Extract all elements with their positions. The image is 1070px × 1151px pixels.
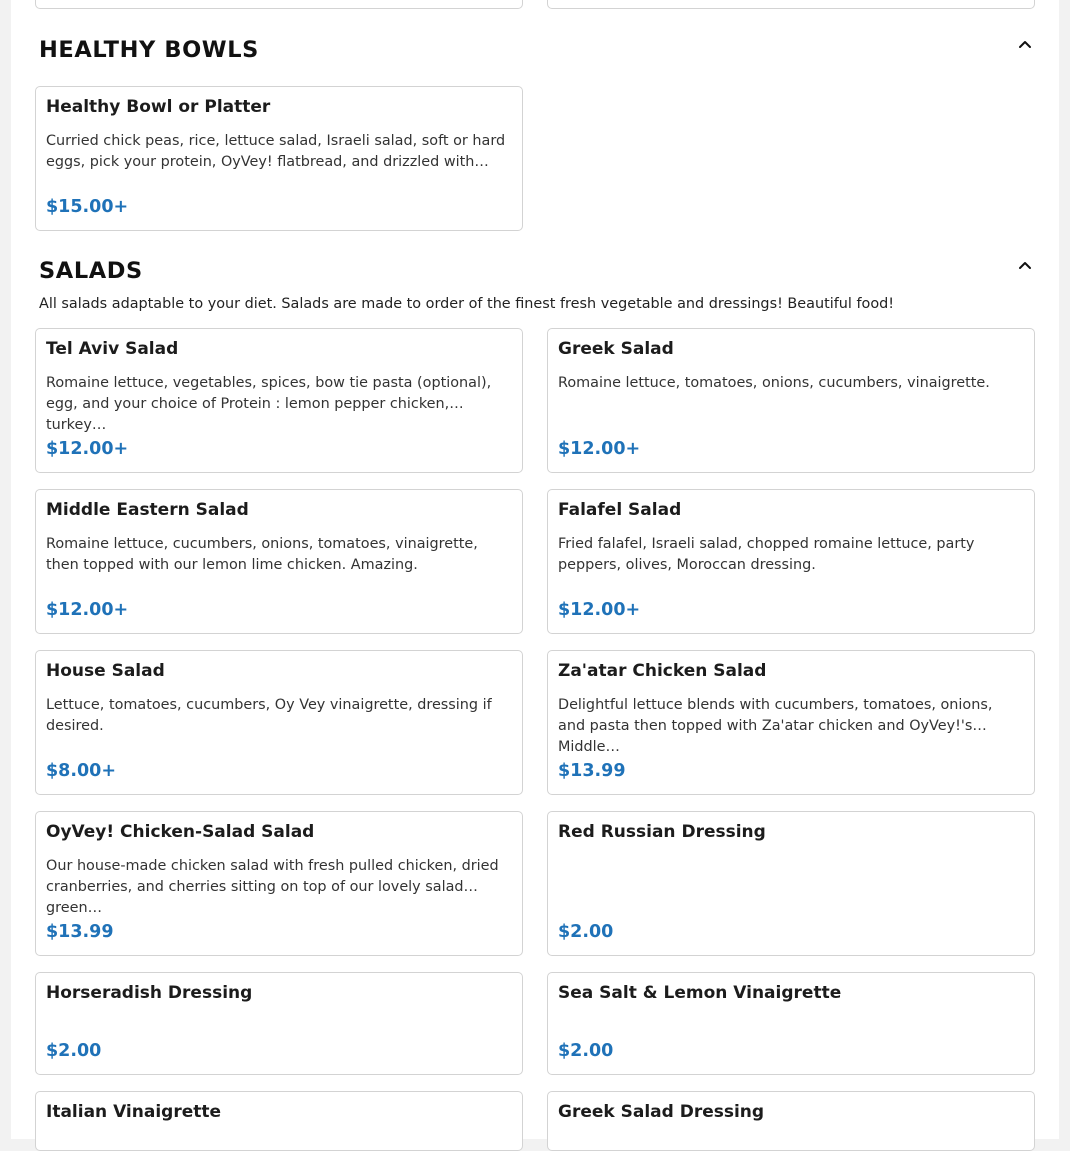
item-description: Delightful lettuce blends with cucumbers, tomatoes, onions, and pasta then topped with Za'atar chicken and OyVey!'s Middle… — [558, 697, 993, 755]
item-description: Romaine lettuce, tomatoes, onions, cucumbers, vinaigrette. — [558, 375, 990, 391]
section-description-salads: All salads adaptable to your diet. Salads are made to order of the finest fresh vegetable and dressings! Beautiful food! — [39, 296, 895, 312]
item-name: Za'atar Chicken Salad — [558, 661, 767, 681]
item-price: $2.00 — [558, 922, 614, 942]
menu-item-card[interactable] — [547, 0, 1035, 9]
menu-item-falafel-salad[interactable] — [547, 489, 1035, 634]
menu-item-red-russian-dressing[interactable] — [547, 811, 1035, 956]
item-description: Curried chick peas, rice, lettuce salad, Israeli salad, soft or hard eggs, pick your protein, OyVey! flatbread, and drizzled with… — [46, 133, 506, 170]
item-price: $8.00+ — [46, 761, 117, 781]
item-name: Greek Salad Dressing — [558, 1102, 765, 1122]
menu-item-middle-eastern-salad[interactable] — [35, 489, 523, 634]
item-price: $13.99 — [558, 761, 626, 781]
item-price: $2.00 — [46, 1041, 102, 1061]
menu-item-card[interactable] — [35, 0, 523, 9]
item-name: Falafel Salad — [558, 500, 682, 520]
menu-item-italian-vinaigrette[interactable] — [35, 1091, 523, 1151]
menu-item-healthy-bowl-or-platter[interactable] — [35, 86, 523, 231]
item-name: Healthy Bowl or Platter — [46, 97, 271, 117]
item-price: $2.00 — [558, 1041, 614, 1061]
item-price: $12.00+ — [558, 600, 641, 620]
item-name: Sea Salt & Lemon Vinaigrette — [558, 983, 842, 1003]
chevron-up-icon — [1015, 255, 1035, 275]
menu-item-greek-salad-dressing[interactable] — [547, 1091, 1035, 1151]
item-name: Middle Eastern Salad — [46, 500, 249, 520]
item-name: Italian Vinaigrette — [46, 1102, 222, 1122]
menu-item-tel-aviv-salad[interactable] — [35, 328, 523, 473]
menu-item-zaatar-chicken-salad[interactable] — [547, 650, 1035, 795]
menu-item-greek-salad[interactable] — [547, 328, 1035, 473]
chevron-up-icon — [1015, 34, 1035, 54]
item-name: OyVey! Chicken-Salad Salad — [46, 822, 315, 842]
item-description: Our house-made chicken salad with fresh pulled chicken, dried cranberries, and cherries sitting on top of our lovely salad green… — [46, 858, 499, 916]
menu-item-sea-salt-lemon-vinaigrette[interactable] — [547, 972, 1035, 1075]
section-title-salads: SALADS — [39, 258, 143, 284]
menu-item-horseradish-dressing[interactable] — [35, 972, 523, 1075]
item-description: Fried falafel, Israeli salad, chopped romaine lettuce, party peppers, olives, Moroccan dressing. — [558, 536, 975, 573]
collapse-healthy-bowls-button[interactable] — [1015, 34, 1035, 54]
menu-item-house-salad[interactable] — [35, 650, 523, 795]
section-title-healthy-bowls: HEALTHY BOWLS — [39, 37, 259, 63]
item-description: Romaine lettuce, vegetables, spices, bow tie pasta (optional), egg, and your choice of Protein : lemon pepper chicken, turkey… — [46, 375, 492, 433]
item-name: House Salad — [46, 661, 165, 681]
item-price: $12.00+ — [558, 439, 641, 459]
item-name: Horseradish Dressing — [46, 983, 253, 1003]
item-price: $12.00+ — [46, 439, 129, 459]
item-description: Lettuce, tomatoes, cucumbers, Oy Vey vinaigrette, dressing if desired. — [46, 697, 492, 734]
item-price: $13.99 — [46, 922, 114, 942]
item-name: Tel Aviv Salad — [46, 339, 179, 359]
item-price: $15.00+ — [46, 197, 129, 217]
menu-item-oyvey-chicken-salad-salad[interactable] — [35, 811, 523, 956]
collapse-salads-button[interactable] — [1015, 255, 1035, 275]
item-name: Greek Salad — [558, 339, 674, 359]
menu-page — [11, 0, 1059, 1139]
item-name: Red Russian Dressing — [558, 822, 766, 842]
item-description: Romaine lettuce, cucumbers, onions, tomatoes, vinaigrette, then topped with our lemon lime chicken. Amazing. — [46, 536, 478, 573]
item-price: $12.00+ — [46, 600, 129, 620]
